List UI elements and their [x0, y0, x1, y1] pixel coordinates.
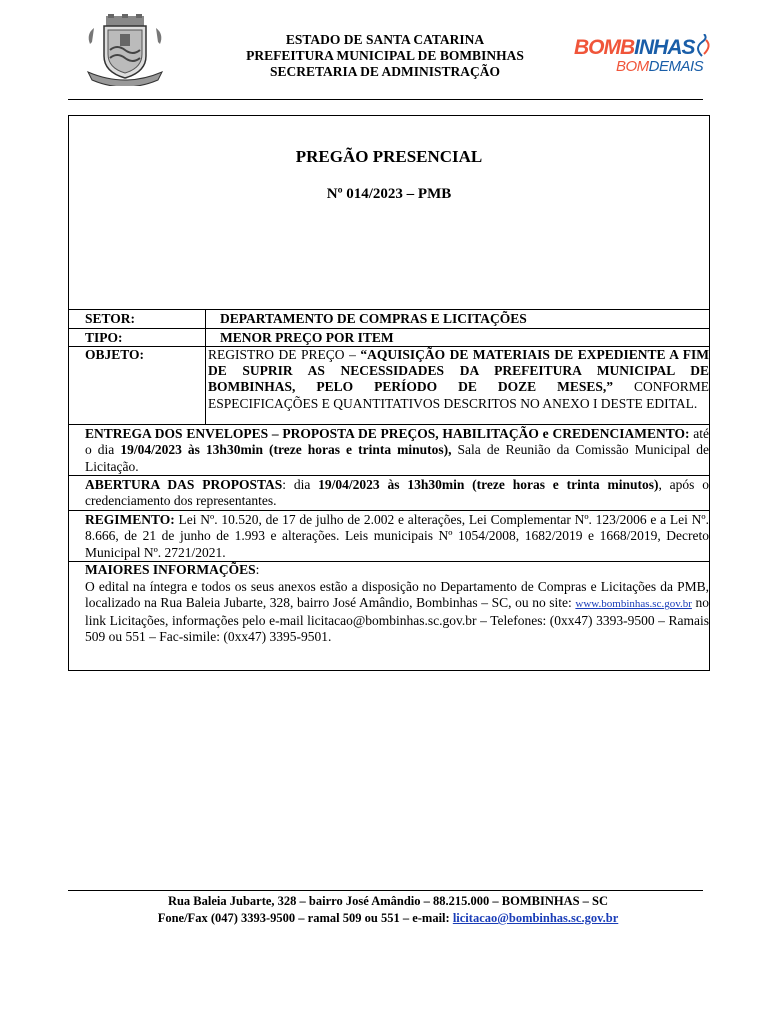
- info-colon: :: [255, 562, 260, 577]
- footer: [68, 893, 708, 927]
- footer-contact: [68, 910, 708, 927]
- abertura-paragraph: [85, 477, 709, 510]
- footer-contact-prefix: Fone/Fax (047) 3393-9500 – ramal 509 ou 551 – e-mail:: [157, 911, 453, 925]
- document-title: PREGÃO PRESENCIAL: [295, 147, 483, 166]
- logo-top-b: INHAS: [634, 36, 695, 59]
- abertura-text1: : dia: [282, 477, 319, 492]
- objeto-suffix: CONFORME ESPECIFICAÇÕES E QUANTITATIVOS DESCRITOS NO ANEXO I DESTE EDITAL.: [208, 379, 710, 411]
- objeto-value: [208, 347, 709, 412]
- footer-address: Rua Baleia Jubarte, 328 – bairro José Amândio – 88.215.000 – BOMBINHAS – SC: [167, 894, 609, 908]
- tipo-value: MENOR PREÇO POR ITEM: [220, 330, 394, 345]
- rule-regimento: [69, 510, 709, 511]
- info-text1: O edital na íntegra e todos os seus anexos estão a disposição no Departamento de Compras e Licitações da PMB, localizado na Rua Baleia Jubarte, 328, bairro José Amândio, Bombinhas – SC, ou no site:: [85, 579, 709, 611]
- setor-label: SETOR:: [85, 311, 136, 326]
- objeto-label: OBJETO:: [85, 347, 145, 362]
- bombinhas-logo: [570, 34, 720, 78]
- logo-bottom-b: DEMAIS: [648, 58, 704, 75]
- entrega-heading: ENTREGA DOS ENVELOPES – PROPOSTA DE PREÇOS, HABILITAÇÃO e CREDENCIAMENTO:: [85, 426, 690, 441]
- logo-top: [574, 36, 695, 60]
- abertura-text2: , após o credenciamento dos representantes.: [85, 477, 710, 509]
- regimento-paragraph: [85, 512, 709, 561]
- logo-bottom: [616, 58, 703, 75]
- abertura-date: 19/04/2023 às 13h30min (treze horas e trinta minutos): [318, 477, 659, 492]
- info-heading-line: [85, 562, 709, 578]
- rule-entrega: [69, 424, 709, 425]
- info-heading: MAIORES INFORMAÇÕES: [85, 562, 256, 577]
- objeto-prefix: REGISTRO DE PREÇO –: [208, 347, 361, 362]
- municipal-crest-icon: [84, 14, 166, 86]
- entrega-paragraph: [85, 426, 709, 475]
- regimento-text: Lei Nº. 10.520, de 17 de julho de 2.002 e alterações, Lei Complementar Nº. 123/2006 e a Lei Nº. 8.666, de 21 de junho de 1.993 e alterações. Leis municipais Nº 1054/2008, 1682/2019 e 1668/2019, Decreto Municipal Nº. 2721/2021.: [85, 512, 709, 560]
- logo-bottom-a: BOM: [616, 58, 649, 75]
- entrega-text1: até o dia: [85, 426, 709, 458]
- rule-tipo: [69, 328, 709, 329]
- footer-divider: [68, 890, 703, 891]
- objeto-bold: “AQUISIÇÃO DE MATERIAIS DE EXPEDIENTE A FIM DE SUPRIR AS NECESSIDADES DA PREFEITURA MUNICIPAL DE BOMBINHAS, PELO PERÍODO DE DOZE MESES,”: [208, 347, 710, 395]
- footer-email-link[interactable]: licitacao@bombinhas.sc.gov.br: [452, 911, 619, 925]
- header-divider: [68, 99, 703, 100]
- info-paragraph: [85, 579, 709, 646]
- header-state: ESTADO DE SANTA CATARINA: [285, 32, 485, 47]
- entrega-text2: Sala de Reunião da Comissão Municipal de Licitação.: [85, 442, 710, 474]
- setor-value: DEPARTAMENTO DE COMPRAS E LICITAÇÕES: [220, 311, 527, 326]
- info-text2: no link Licitações, informações pelo e-mail licitacao@bombinhas.sc.gov.br – Telefones: (0xx47) 3393-9500 – Ramais 509 ou 551 – Fac-simile: (0xx47) 3395-9501.: [85, 595, 710, 645]
- notice-box: [68, 115, 710, 671]
- header-prefecture: PREFEITURA MUNICIPAL DE BOMBINHAS: [246, 48, 524, 63]
- logo-swirl-icon: [692, 34, 714, 58]
- tipo-label: TIPO:: [85, 330, 123, 345]
- logo-top-a: BOMB: [574, 36, 635, 59]
- entrega-date: 19/04/2023 às 13h30min (treze horas e trinta minutos),: [120, 442, 452, 458]
- abertura-heading: ABERTURA DAS PROPOSTAS: [85, 477, 283, 492]
- header-institution: [200, 32, 570, 80]
- document-number: Nº 014/2023 – PMB: [326, 186, 452, 202]
- regimento-heading: REGIMENTO:: [85, 512, 175, 527]
- site-link[interactable]: www.bombinhas.sc.gov.br: [575, 598, 692, 611]
- rule-setor: [69, 309, 709, 310]
- header-secretariat: SECRETARIA DE ADMINISTRAÇÃO: [269, 64, 501, 79]
- table-column-divider: [205, 309, 206, 424]
